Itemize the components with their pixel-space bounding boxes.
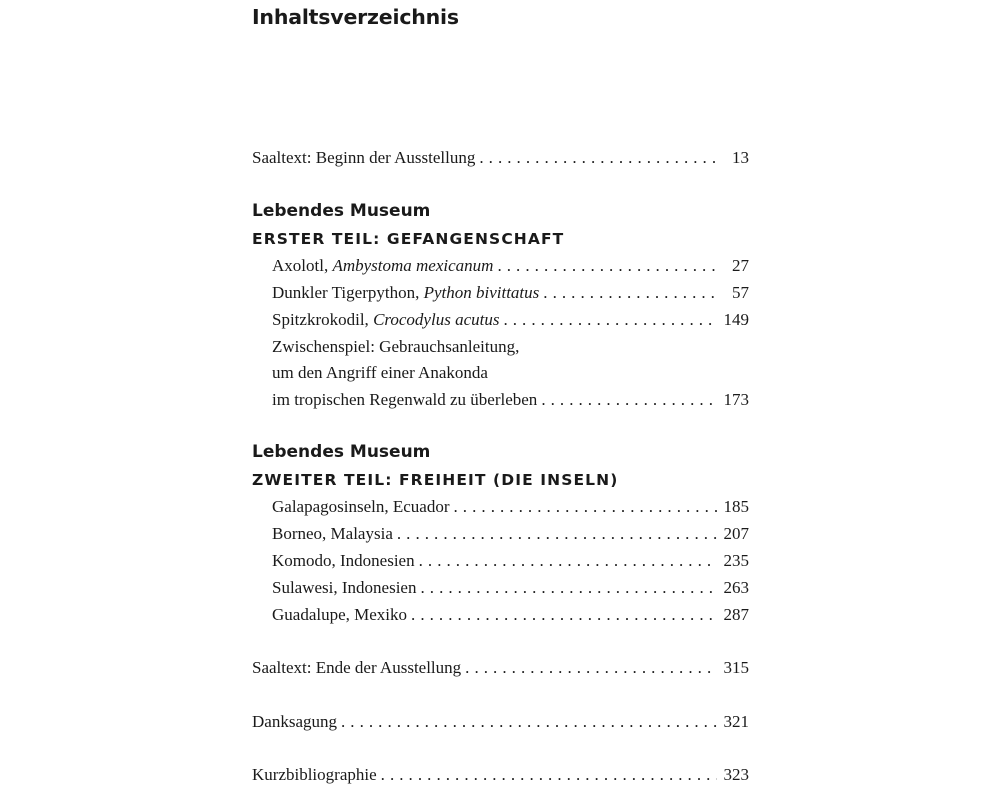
- toc-entry-label: im tropischen Regenwald zu überleben: [272, 390, 538, 409]
- dot-leader: [397, 522, 717, 546]
- section-heading-2: Lebendes Museum: [252, 442, 431, 462]
- toc-entry-sulawesi[interactable]: [272, 576, 749, 600]
- toc-entry-label: Saaltext: Beginn der Ausstellung: [252, 148, 476, 167]
- toc-page-number: 235: [723, 551, 749, 570]
- toc-page-number: 57: [732, 283, 749, 302]
- common-name: Axolotl,: [272, 256, 333, 275]
- toc-page-number: 13: [732, 148, 749, 167]
- toc-entry-label: [272, 254, 493, 278]
- toc-page-number: 287: [723, 605, 749, 624]
- toc-entry-tigerpython[interactable]: [272, 281, 749, 305]
- dot-leader: [465, 656, 717, 680]
- toc-entry-komodo[interactable]: [272, 549, 749, 573]
- latin-name: Ambystoma mexicanum: [332, 256, 494, 275]
- toc-entry-label: [272, 308, 499, 332]
- section-part-2: ZWEITER TEIL: FREIHEIT (DIE INSELN): [252, 471, 619, 489]
- interlude-line-1: Zwischenspiel: Gebrauchsanleitung,: [272, 337, 520, 356]
- dot-leader: [420, 576, 717, 600]
- toc-entry-saaltext-end[interactable]: [252, 656, 749, 680]
- toc-page-number: 27: [732, 256, 749, 275]
- toc-entry-saaltext-begin[interactable]: [252, 146, 749, 170]
- common-name: Spitzkrokodil,: [272, 310, 374, 329]
- toc-entry-label: Danksagung: [252, 712, 337, 731]
- toc-page-number: 207: [723, 524, 749, 543]
- dot-leader: [497, 254, 717, 278]
- toc-entry-label: Saaltext: Ende der Ausstellung: [252, 658, 462, 677]
- latin-name: Crocodylus acutus: [373, 310, 500, 329]
- dot-leader: [541, 388, 717, 412]
- dot-leader: [454, 495, 718, 519]
- dot-leader: [419, 549, 717, 573]
- toc-page-number: 321: [723, 712, 749, 731]
- toc-page-number: 185: [723, 497, 749, 516]
- dot-leader: [543, 281, 717, 305]
- section-part-1: ERSTER TEIL: GEFANGENSCHAFT: [252, 230, 565, 248]
- common-name: Dunkler Tigerpython,: [272, 283, 424, 302]
- toc-entry-label: Borneo, Malaysia: [272, 524, 393, 543]
- toc-entry-label: Sulawesi, Indonesien: [272, 578, 417, 597]
- toc-entry-spitzkrokodil[interactable]: [272, 308, 749, 332]
- dot-leader: [341, 710, 717, 734]
- toc-page: [252, 0, 749, 800]
- toc-page-number: 263: [723, 578, 749, 597]
- toc-entry-label: Guadalupe, Mexiko: [272, 605, 408, 624]
- page-title: Inhaltsverzeichnis: [252, 5, 459, 29]
- dot-leader: [381, 763, 717, 787]
- toc-entry-kurzbibliographie[interactable]: [252, 763, 749, 787]
- interlude-line-2: um den Angriff einer Anakonda: [272, 363, 488, 382]
- dot-leader: [503, 308, 717, 332]
- dot-leader: [479, 146, 717, 170]
- toc-entry-galapagos[interactable]: [272, 495, 749, 519]
- toc-entry-axolotl[interactable]: [272, 254, 749, 278]
- dot-leader: [411, 603, 717, 627]
- toc-entry-guadalupe[interactable]: [272, 603, 749, 627]
- latin-name: Python bivittatus: [423, 283, 540, 302]
- toc-entry-label: [272, 281, 539, 305]
- toc-entry-zwischenspiel[interactable]: [272, 388, 749, 412]
- toc-page-number: 173: [723, 390, 749, 409]
- toc-entry-borneo[interactable]: [272, 522, 749, 546]
- toc-page-number: 323: [723, 765, 749, 784]
- toc-entry-label: Komodo, Indonesien: [272, 551, 415, 570]
- toc-entry-label: Galapagosinseln, Ecuador: [272, 497, 450, 516]
- toc-entry-label: Kurzbibliographie: [252, 765, 377, 784]
- toc-page-number: 315: [723, 658, 749, 677]
- toc-entry-danksagung[interactable]: [252, 710, 749, 734]
- toc-page-number: 149: [723, 310, 749, 329]
- section-heading-1: Lebendes Museum: [252, 201, 431, 221]
